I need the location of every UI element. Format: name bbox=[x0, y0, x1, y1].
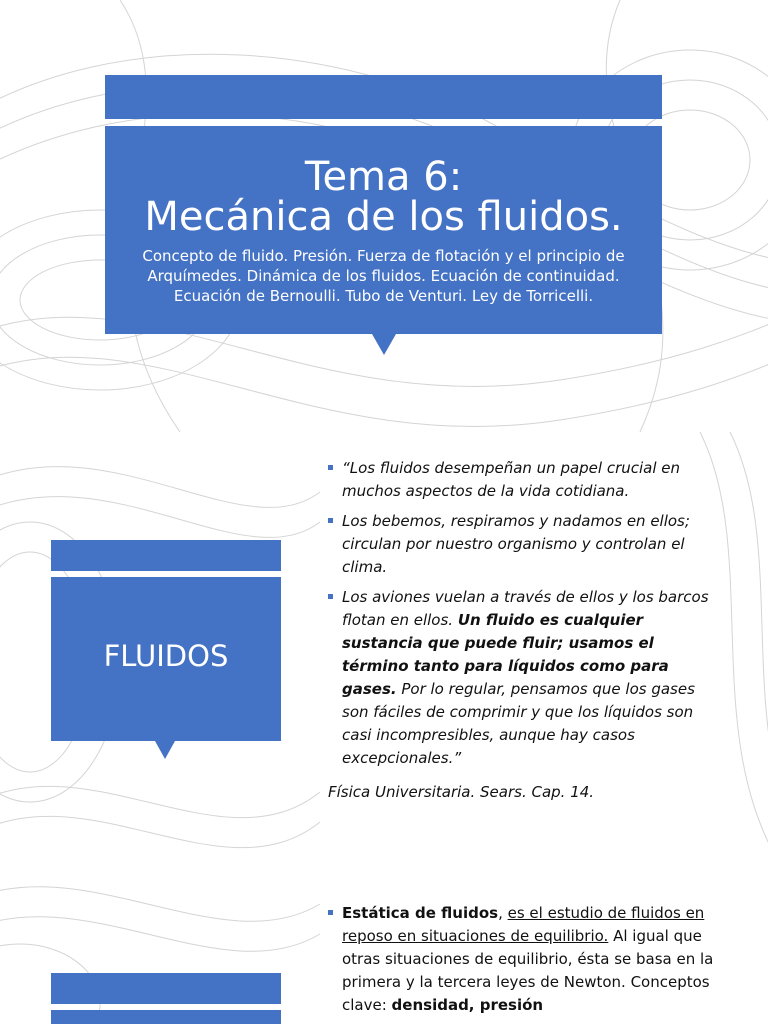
bullet-text: “Los fluidos desempeñan un papel crucial en muchos aspectos de la vida cotidiana. bbox=[342, 459, 681, 500]
bullet-marker bbox=[328, 594, 333, 599]
slide-title bbox=[0, 0, 768, 432]
bullet-list bbox=[328, 457, 723, 777]
bullet-list bbox=[328, 902, 723, 1024]
section-box-pointer bbox=[155, 741, 175, 759]
citation: Física Universitaria. Sears. Cap. 14. bbox=[328, 783, 595, 801]
bullet-marker bbox=[328, 465, 333, 470]
fluid-definition: Un fluido es cualquier sustancia que puede fluir; usamos el término tanto para líquidos como para gases. bbox=[342, 611, 669, 698]
bullet-text: Al igual que otras situaciones de equilibrio, ésta se basa en la primera y la tercera leyes de Newton. Conceptos clave: bbox=[342, 927, 714, 1014]
slide-estatica bbox=[0, 864, 768, 1024]
slide-fluidos bbox=[0, 432, 768, 864]
bullet-comma: , bbox=[498, 904, 508, 922]
bullet-text: Los bebemos, respiramos y nadamos en ellos; circulan por nuestro organismo y controlan el clima. bbox=[342, 512, 690, 576]
section-title: FLUIDOS bbox=[103, 639, 229, 673]
title-line-1: Tema 6: bbox=[304, 154, 463, 200]
list-item bbox=[328, 510, 723, 579]
title-top-bar bbox=[105, 75, 662, 119]
section-box bbox=[51, 577, 281, 741]
title-box-pointer bbox=[372, 334, 396, 355]
bullet-lead: Estática de fluidos bbox=[342, 904, 499, 922]
title-box bbox=[105, 126, 662, 334]
bullet-marker bbox=[328, 518, 333, 523]
list-item bbox=[328, 902, 723, 1017]
title-line-2: Mecánica de los fluidos. bbox=[144, 194, 623, 240]
bullet-text: Los aviones vuelan a través de ellos y los barcos flotan en ellos. bbox=[342, 588, 709, 629]
section-top-bar bbox=[51, 973, 281, 1004]
list-item bbox=[328, 586, 723, 770]
bullet-text-continued: Por lo regular, pensamos que los gases son fáciles de comprimir y que los líquidos son casi incompresibles, aunque hay casos excepcionales.” bbox=[342, 680, 695, 767]
section-box bbox=[51, 1010, 281, 1024]
section-top-bar bbox=[51, 540, 281, 571]
list-item bbox=[328, 457, 723, 503]
subtitle: Concepto de fluido. Presión. Fuerza de flotación y el principio de Arquímedes. Dinámica de los fluidos. Ecuación de continuidad. Ecuación de Bernoulli. Tubo de Venturi. Ley de Torricelli. bbox=[142, 247, 625, 305]
bullet-marker bbox=[328, 910, 333, 915]
key-concepts: densidad, presión bbox=[391, 996, 544, 1014]
definition-underlined: es el estudio de fluidos en reposo en situaciones de equilibrio. bbox=[342, 904, 705, 945]
